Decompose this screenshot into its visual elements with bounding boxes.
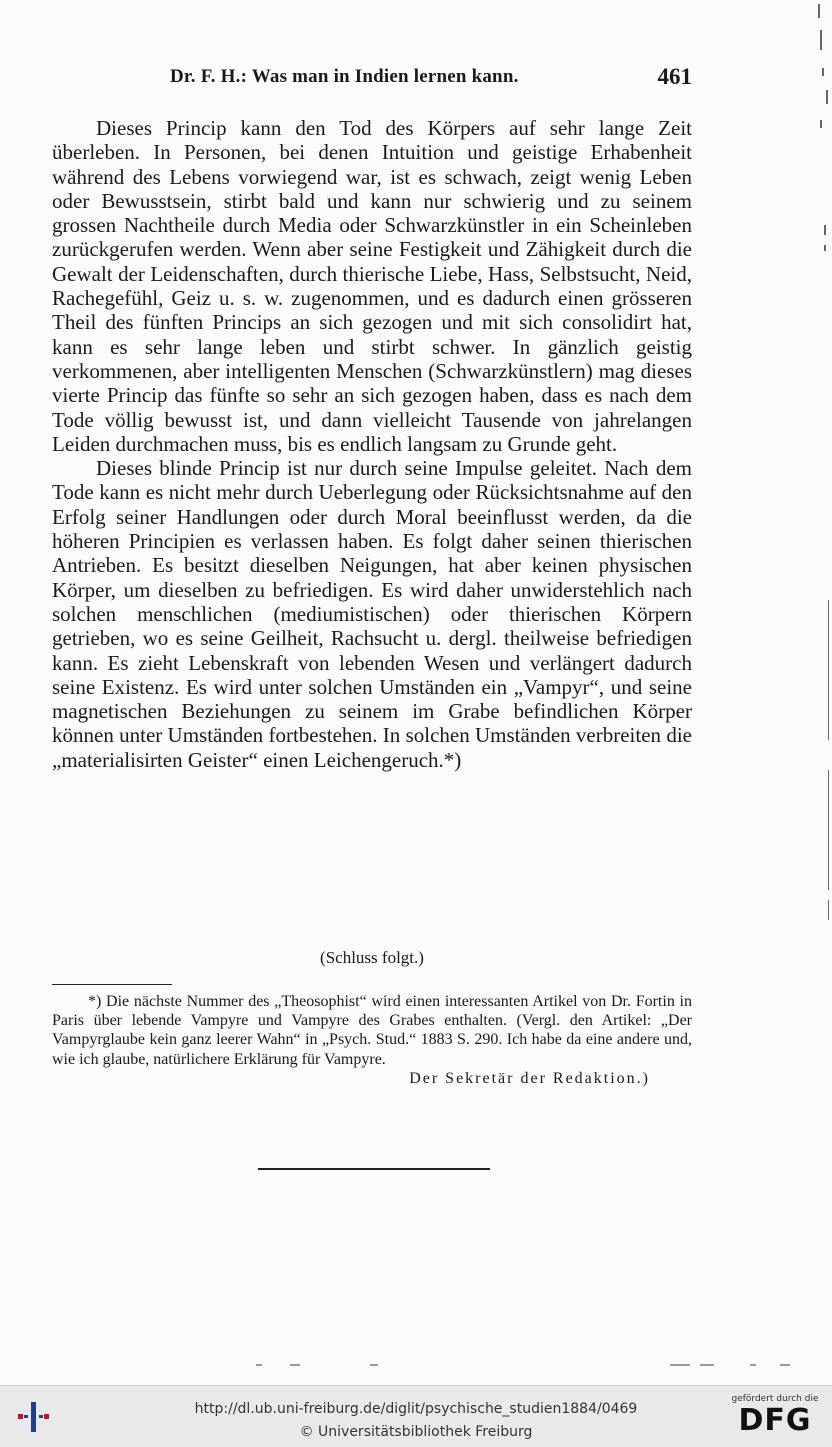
footnote-divider: [52, 984, 172, 985]
dfg-funder-badge[interactable]: [728, 1394, 822, 1442]
scan-bottom-noise: [240, 1364, 820, 1368]
paragraph-1: Dieses Princip kann den Tod des Körpers auf sehr lange Zeit überleben. In Personen, bei denen Intuition und geistige Erhabenheit während des Lebens vorwiegend war, ist es schwach, zeigt wenig Leben oder Bewusstsein, stirbt bald und kann nur schwierig und zu seinem grossen Nachtheile durch Media oder Schwarzkünstler in ein Scheinleben zurückgerufen werden. Wenn aber seine Festigkeit und Zähigkeit durch die Gewalt der Leidenschaften, durch thierische Liebe, Hass, Selbstsucht, Neid, Rachegefühl, Geiz u. s. w. zugenommen, und es dadurch einen grösseren Theil des fünften Princips an sich gezogen und mit sich consolidirt hat, kann es sehr lange leben und stirbt schwer. In gänzlich geistig verkommenen, aber intelligenten Menschen (Schwarzkünstlern) mag dieses vierte Princip das fünfte so sehr an sich gezogen haben, dass es nach dem Tode völlig bewusst ist, und dann vielleicht Tausende von jahrelangen Leiden durchmachen muss, bis es endlich langsam zu Grunde geht.: [52, 116, 692, 456]
funder-note: gefördert durch die: [731, 1394, 819, 1404]
copyright-notice: © Universitätsbibliothek Freiburg: [299, 1424, 533, 1440]
body-text: [52, 116, 692, 772]
paragraph-2: Dieses blinde Princip ist nur durch seine Impulse geleitet. Nach dem Tode kann es nicht mehr durch Ueberlegung oder Rücksichtsnahme auf den Erfolg seiner Handlungen oder durch Moral beeinflusst werden, da die höheren Principien es verlassen haben. Es folgt daher seinen thierischen Antrieben. Es besitzt dieselben Neigungen, hat aber keinen physischen Körper, um dieselben zu befriedigen. Es wird daher unwiderstehlich nach solchen menschlichen (mediumistischen) oder thierischen Körpern getrieben, wo es seine Geilheit, Rachsucht u. dergl. theilweise befriedigen kann. Es zieht Lebenskraft von lebenden Wesen und verlängert dadurch seine Existenz. Es wird unter solchen Umständen ein „Vampyr“, und seine magnetischen Beziehungen zu seinem im Grabe befindlichen Körper können unter Umständen fortbestehen. In solchen Umständen verbreiten die „materialisirten Geister“ einen Leichengeruch.*): [52, 456, 692, 772]
page-header: [52, 66, 692, 94]
scan-edge-marks: [808, 0, 832, 1385]
footnote-text: *) Die nächste Nummer des „Theosophist“ wird einen interessanten Artikel von Dr. Fortin in Paris über lebende Vampyre und Vampyre des Grabes enthalten. (Vergl. den Artikel: „Der Vampyrglaube kein ganz leerer Wahn“ in „Psych. Stud.“ 1883 S. 290. Ich habe da eine andere und, wie ich glaube, natürlichere Erklärung für Vampyre.: [52, 993, 692, 1068]
continuation-note: (Schluss folgt.): [320, 948, 424, 967]
end-of-article-rule: [258, 1168, 490, 1170]
running-head: Dr. F. H.: Was man in Indien lernen kann.: [170, 66, 519, 87]
footnote-signature: Der Sekretär der Redaktion.): [409, 1069, 650, 1087]
footnote: [52, 992, 692, 1088]
dfg-logo: DFG: [738, 1403, 812, 1438]
viewer-footer: [0, 1385, 832, 1447]
page-number: 461: [657, 64, 692, 89]
document-url-link[interactable]: http://dl.ub.uni-freiburg.de/diglit/psychische_studien1884/0469: [194, 1401, 638, 1417]
